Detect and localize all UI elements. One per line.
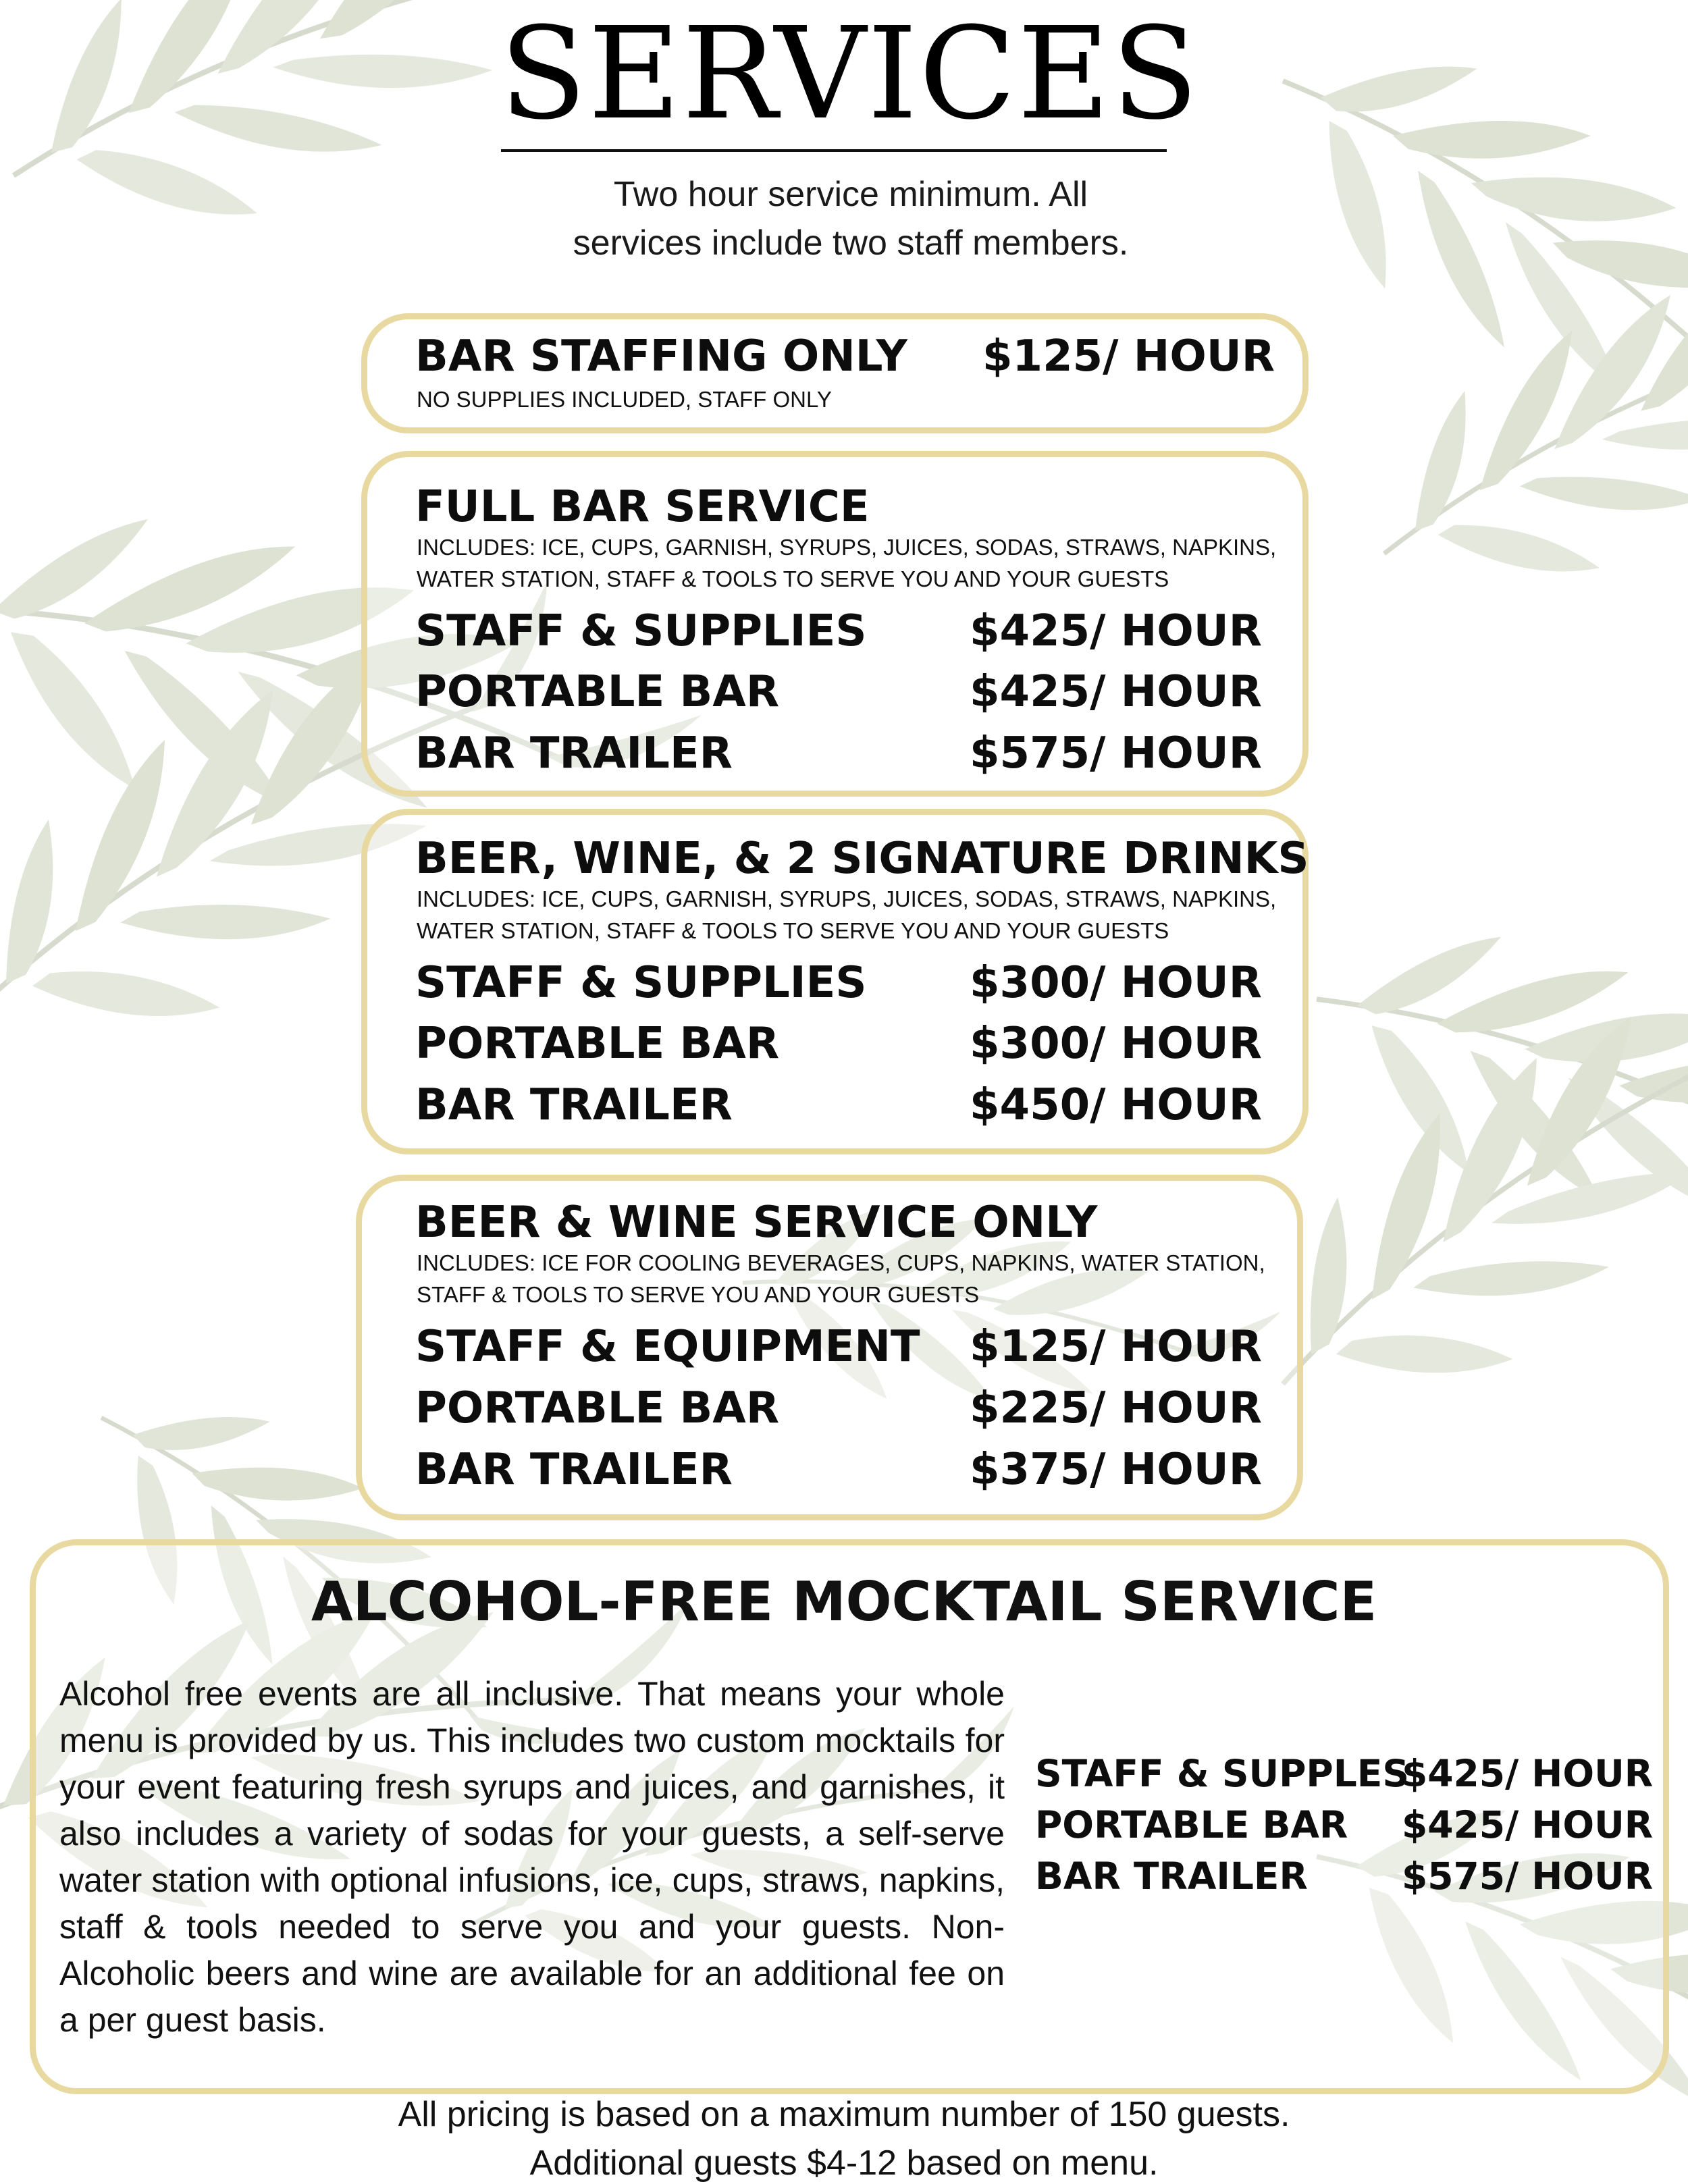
- price-row-price: $450/ HOUR: [970, 1080, 1262, 1130]
- mocktail-row-label: PORTABLE BAR: [1035, 1803, 1348, 1846]
- price-row-label: PORTABLE BAR: [415, 1019, 780, 1069]
- price-row-label: STAFF & SUPPLIES: [415, 958, 867, 1008]
- mocktail-title: ALCOHOL-FREE MOCKTAIL SERVICE: [311, 1570, 1377, 1633]
- mocktail-row-price: $575/ HOUR: [1402, 1855, 1654, 1898]
- full-bar-title: FULL BAR SERVICE: [415, 482, 870, 532]
- beer-wine-only-note: STAFF & TOOLS TO SERVE YOU AND YOUR GUESTS: [417, 1282, 980, 1307]
- price-row-label: BAR TRAILER: [415, 1445, 733, 1495]
- price-row-price: $225/ HOUR: [970, 1383, 1262, 1433]
- price-row-label: BAR TRAILER: [415, 728, 733, 778]
- subtitle-line: services include two staff members.: [573, 223, 1129, 263]
- page-title: SERVICES: [500, 0, 1200, 148]
- price-row-price: $425/ HOUR: [970, 606, 1262, 656]
- beer-wine-signature-note: WATER STATION, STAFF & TOOLS TO SERVE YOU AND YOUR GUESTS: [417, 918, 1169, 943]
- price-row-price: $575/ HOUR: [970, 728, 1262, 778]
- price-row-label: STAFF & SUPPLIES: [415, 606, 867, 656]
- mocktail-row-price: $425/ HOUR: [1402, 1803, 1654, 1846]
- mocktail-row-label: BAR TRAILER: [1035, 1855, 1308, 1898]
- beer-wine-signature-note: INCLUDES: ICE, CUPS, GARNISH, SYRUPS, JUICES, SODAS, STRAWS, NAPKINS,: [417, 886, 1277, 911]
- bar-staffing-price: $125/ HOUR: [982, 331, 1275, 381]
- beer-wine-only-note: INCLUDES: ICE FOR COOLING BEVERAGES, CUPS, NAPKINS, WATER STATION,: [417, 1250, 1265, 1275]
- full-bar-note: INCLUDES: ICE, CUPS, GARNISH, SYRUPS, JUICES, SODAS, STRAWS, NAPKINS,: [417, 535, 1277, 560]
- bar-staffing-title: BAR STAFFING ONLY: [415, 331, 907, 381]
- mocktail-row-price: $425/ HOUR: [1402, 1752, 1654, 1795]
- price-row-price: $125/ HOUR: [970, 1322, 1262, 1372]
- mocktail-row-label: STAFF & SUPPLES: [1035, 1752, 1409, 1795]
- title-underline: [501, 149, 1167, 152]
- price-row-price: $300/ HOUR: [970, 1019, 1262, 1069]
- pricing-footer: [270, 2090, 1418, 2184]
- price-row-price: $425/ HOUR: [970, 667, 1262, 717]
- subtitle-line: Two hour service minimum. All: [613, 175, 1088, 214]
- bar-staffing-note: NO SUPPLIES INCLUDED, STAFF ONLY: [417, 387, 832, 412]
- price-row-label: BAR TRAILER: [415, 1080, 733, 1130]
- full-bar-note: WATER STATION, STAFF & TOOLS TO SERVE YOU AND YOUR GUESTS: [417, 566, 1169, 591]
- beer-wine-signature-title: BEER, WINE, & 2 SIGNATURE DRINKS: [415, 834, 1309, 884]
- price-row-label: PORTABLE BAR: [415, 1383, 780, 1433]
- price-row-label: STAFF & EQUIPMENT: [415, 1322, 920, 1372]
- footer-line: Additional guests $4-12 based on menu.: [529, 2143, 1159, 2183]
- beer-wine-only-title: BEER & WINE SERVICE ONLY: [415, 1198, 1098, 1248]
- page-subtitle: [500, 170, 1202, 267]
- price-row-price: $375/ HOUR: [970, 1445, 1262, 1495]
- price-row-price: $300/ HOUR: [970, 958, 1262, 1008]
- mocktail-description: Alcohol free events are all inclusive. That means your whole menu is provided by us. This includes two custom mocktails for your event featuring fresh syrups and juices, and garnishes, it also includes a variety of sodas for your guests, a self-serve water station with optional infusions, ice, cups, straws, napkins, staff & tools needed to serve you and your guests. Non-Alcoholic beers and wine are available for an additional fee on a per guest basis.: [59, 1675, 1005, 2039]
- footer-line: All pricing is based on a maximum number of 150 guests.: [398, 2095, 1290, 2134]
- price-row-label: PORTABLE BAR: [415, 667, 780, 717]
